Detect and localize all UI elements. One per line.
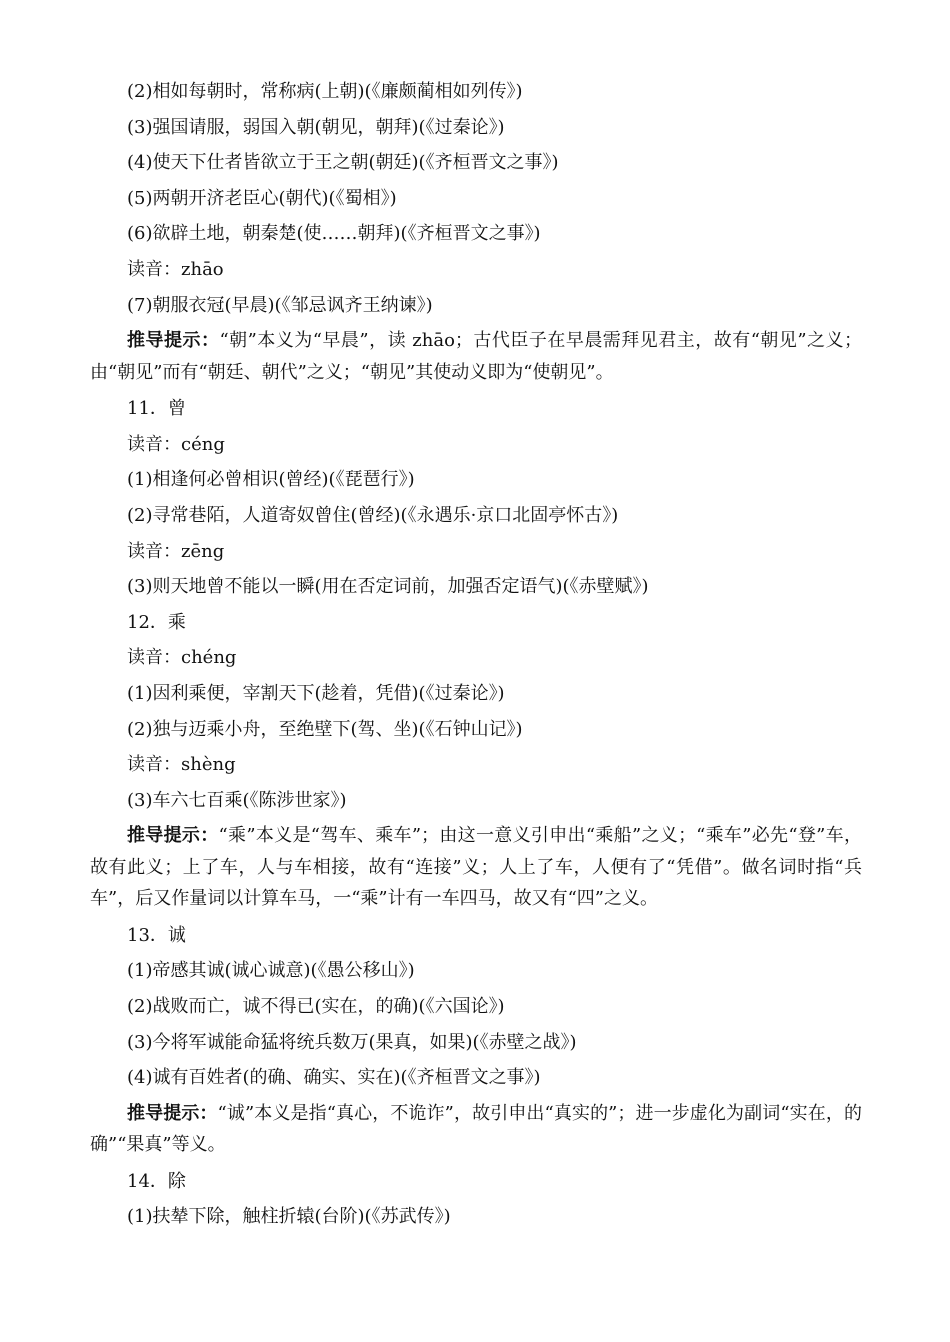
text-line: (2)独与迈乘小舟，至绝壁下(驾、坐)(《石钟山记》) [127,718,523,740]
hint-label: 推导提示： [127,330,220,352]
pronunciation-line: 读音：zēng [127,540,225,562]
text-line: (3)车六七百乘(《陈涉世家》) [127,789,347,811]
text-line: (1)相逢何必曾相识(曾经)(《琵琶行》) [127,469,415,491]
hint-text: “乘”本义是“驾车、乘车”；由这一意义引申出“乘船”之义；“乘车”必先“登”车，故有此义；上了车，人与车相接，故有“连接”义；人上了车，人便有了“凭借”。做名词时指“兵车”，后又作量词以计算车马，一“乘”计有一车四马，故又有“四”之义。 [90,825,862,910]
text-line: (2)寻常巷陌，人道寄奴曾住(曾经)(《永遇乐·京口北固亭怀古》) [127,504,619,526]
text-line: (6)欲辟土地，朝秦楚(使……朝拜)(《齐桓晋文之事》) [127,223,541,245]
hint-text: “诚”本义是指“真心，不诡诈”，故引申出“真实的”；进一步虚化为副词“实在，的确”“果真”等义。 [90,1102,862,1156]
text-line: (1)帝感其诚(诚心诚意)(《愚公移山》) [127,960,415,982]
text-line: (2)战败而亡，诚不得已(实在，的确)(《六国论》) [127,995,505,1017]
text-line: (2)相如每朝时，常称病(上朝)(《廉颇蔺相如列传》) [127,81,523,102]
derivation-hint [90,323,862,391]
pronunciation-line: 读音：chéng [127,647,237,669]
section-heading: 11．曾 [127,398,186,420]
text-line: (3)则天地曾不能以一瞬(用在否定词前，加强否定语气)(《赤壁赋》) [127,576,649,598]
derivation-hint [90,1096,862,1164]
text-line: (4)使天下仕者皆欲立于王之朝(朝廷)(《齐桓晋文之事》) [127,152,559,174]
hint-label: 推导提示： [127,825,219,847]
pronunciation-line: 读音：shèng [127,754,236,776]
text-line: (1)扶辇下除，触柱折辕(台阶)(《苏武传》) [127,1206,451,1228]
section-heading: 14．除 [127,1170,186,1192]
text-line: (7)朝服衣冠(早晨)(《邹忌讽齐王纳谏》) [127,294,433,316]
pronunciation-line: 读音：zhāo [127,258,224,280]
hint-label: 推导提示： [127,1102,218,1124]
text-line: (4)诚有百姓者(的确、确实、实在)(《齐桓晋文之事》) [127,1067,541,1089]
text-line: (5)两朝开济老臣心(朝代)(《蜀相》) [127,187,397,209]
pronunciation-line: 读音：céng [127,433,225,455]
hint-text: “朝”本义为“早晨”，读 zhāo；古代臣子在早晨需拜见君主，故有“朝见”之义；由“朝见”而有“朝廷、朝代”之义；“朝见”其使动义即为“使朝见”。 [90,330,863,383]
text-line: (3)今将军诚能命猛将统兵数万(果真，如果)(《赤壁之战》) [127,1031,577,1053]
section-heading: 13．诚 [127,924,186,946]
text-line: (3)强国请服，弱国入朝(朝见，朝拜)(《过秦论》) [127,116,505,138]
section-heading: 12．乘 [127,611,186,633]
derivation-hint [90,818,862,918]
text-line: (1)因利乘便，宰割天下(趁着，凭借)(《过秦论》) [127,682,505,704]
